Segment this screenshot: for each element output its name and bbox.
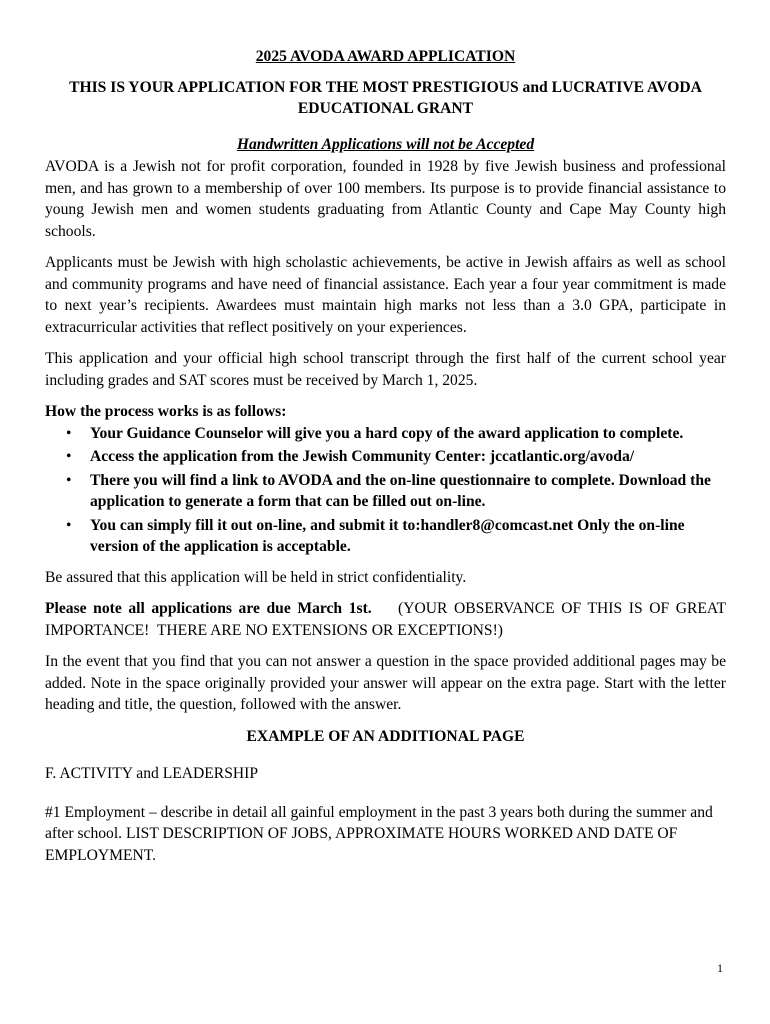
process-step-text: Access the application from the Jewish Community Center: jccatlantic.org/avoda/ [90, 448, 635, 465]
bullet-icon: • [66, 448, 72, 465]
bullet-icon: • [66, 424, 72, 442]
document-page [45, 46, 730, 866]
document-title: 2025 AVODA AWARD APPLICATION [255, 48, 516, 65]
example-section-label: F. ACTIVITY and LEADERSHIP [45, 765, 259, 782]
deadline-note: (YOUR OBSERVANCE OF THIS IS OF GREAT IMPORTANCE! THERE ARE NO EXTENSIONS OR EXCEPTIONS!) [45, 600, 730, 639]
page-number: 1 [717, 961, 723, 975]
process-steps [45, 423, 726, 558]
process-step [45, 423, 726, 445]
process-step [45, 446, 726, 468]
process-step-text: You can simply fill it out on-line, and submit it to:handler8@comcast.net Only the on-line version of the application is acceptable. [90, 516, 685, 555]
document-subtitle: THIS IS YOUR APPLICATION FOR THE MOST PRESTIGIOUS and LUCRATIVE AVODA EDUCATIONAL GRANT [69, 78, 702, 117]
confidentiality-paragraph: Be assured that this application will be held in strict confidentiality. [45, 568, 467, 586]
process-step-text: Your Guidance Counselor will give you a hard copy of the award application to complete. [90, 424, 684, 442]
process-step [45, 470, 726, 513]
bullet-icon: • [66, 471, 72, 489]
deadline-emphasis: Please note all applications are due March 1st. [45, 600, 372, 617]
about-paragraph: AVODA is a Jewish not for profit corporation, founded in 1928 by five Jewish business and professional men, and has grown to a membership of over 100 members. Its purpose is to provide financial assistance to young Jewish men and women students graduating from Atlantic County and Cape May County high schools. [45, 158, 726, 240]
example-heading: EXAMPLE OF AN ADDITIONAL PAGE [246, 727, 525, 745]
deadline-paragraph [45, 598, 730, 641]
process-step-text: There you will find a link to AVODA and the on-line questionnaire to complete. Download the application to generate a form that can be filled out on-line. [90, 471, 711, 510]
handwritten-notice: Handwritten Applications will not be Accepted [236, 135, 535, 153]
additional-pages-paragraph: In the event that you find that you can not answer a question in the space provided additional pages may be added. Note in the space originally provided your answer will appear on the extra page. Start with the letter heading and title, the question, followed with the answer. [45, 653, 726, 713]
transcript-paragraph: This application and your official high school transcript through the first half of the current school year including grades and SAT scores must be received by March 1, 2025. [45, 350, 726, 389]
eligibility-paragraph: Applicants must be Jewish with high scholastic achievements, be active in Jewish affairs as well as school and community programs and have need of financial assistance. Each year a four year commitment is made to next year’s recipients. Awardees must maintain high marks not less than a 3.0 GPA, participate in extracurricular activities that reflect positively on your experiences. [45, 254, 726, 336]
example-question: #1 Employment – describe in detail all gainful employment in the past 3 years both during the summer and after school. LIST DESCRIPTION OF JOBS, APPROXIMATE HOURS WORKED AND DATE OF EMPLOYMENT. [45, 803, 713, 864]
process-step [45, 515, 726, 558]
process-heading: How the process works is as follows: [45, 403, 287, 420]
bullet-icon: • [66, 516, 72, 534]
